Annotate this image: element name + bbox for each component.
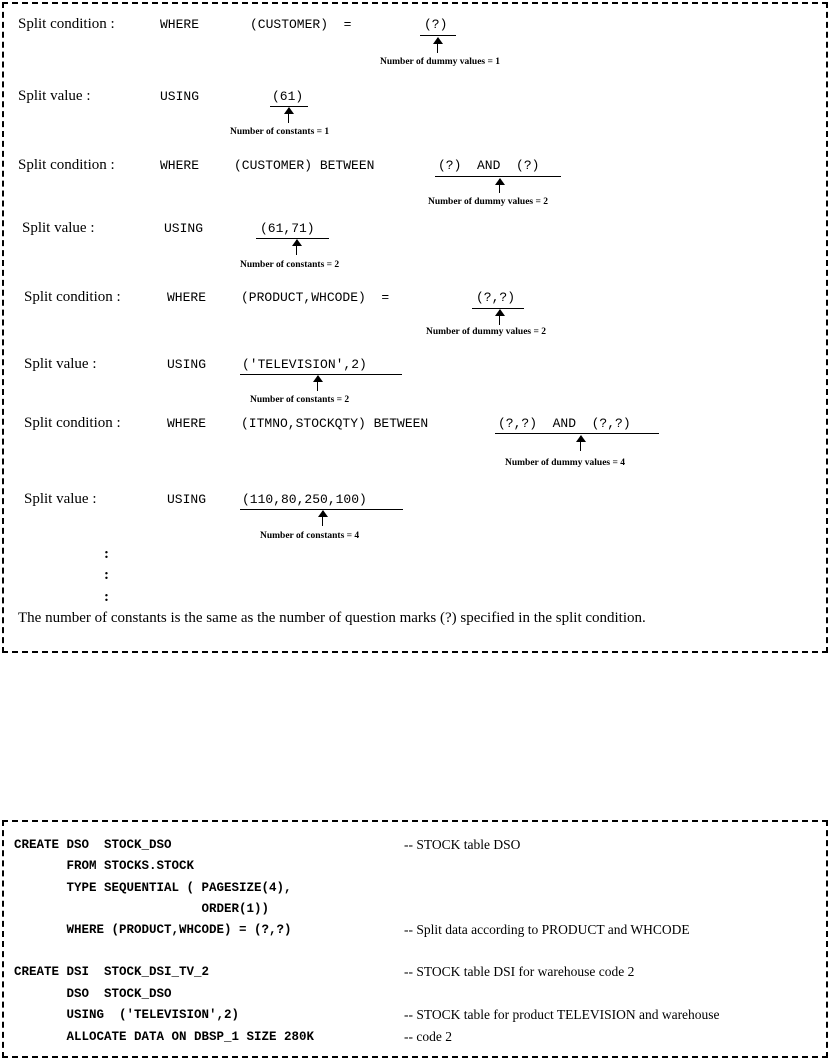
keyword-using: USING <box>160 89 200 104</box>
condition-expression: (PRODUCT,WHCODE) = <box>241 290 390 305</box>
constants-operand: (61) <box>272 89 304 104</box>
code-comment: -- STOCK table DSO <box>404 837 521 852</box>
up-arrow-icon <box>580 436 581 451</box>
code-line: CREATE DSO STOCK_DSO <box>14 838 172 852</box>
up-arrow-icon <box>499 179 500 193</box>
split-syntax-panel <box>2 2 828 653</box>
count-note: Number of constants = 1 <box>230 127 330 137</box>
up-arrow-icon <box>437 38 438 53</box>
keyword-where: WHERE <box>167 416 207 431</box>
code-line: ORDER(1)) <box>14 902 270 916</box>
label-split-condition: Split condition : <box>18 16 115 32</box>
keyword-using: USING <box>164 221 204 236</box>
code-comment: -- STOCK table for product TELEVISION and warehouse <box>404 1007 720 1022</box>
code-line: ALLOCATE DATA ON DBSP_1 SIZE 280K <box>14 1030 315 1044</box>
count-note: Number of constants = 4 <box>260 531 360 541</box>
up-arrow-icon <box>317 376 318 391</box>
count-note: Number of dummy values = 1 <box>380 57 501 67</box>
dummy-values-operand: (?) AND (?) <box>438 158 540 173</box>
code-comment: -- Split data according to PRODUCT and WHCODE <box>404 922 690 937</box>
count-note: Number of dummy values = 4 <box>505 458 626 468</box>
label-split-condition: Split condition : <box>24 415 121 431</box>
up-arrow-icon <box>288 108 289 123</box>
ellipsis-dot: : <box>104 567 109 583</box>
label-split-condition: Split condition : <box>18 157 115 173</box>
keyword-where: WHERE <box>167 290 207 305</box>
keyword-where: WHERE <box>160 158 200 173</box>
ellipsis-dot: : <box>104 589 109 605</box>
code-line: CREATE DSI STOCK_DSI_TV_2 <box>14 965 210 979</box>
dummy-values-operand: (?) <box>424 17 448 32</box>
keyword-where: WHERE <box>160 17 200 32</box>
code-line: WHERE (PRODUCT,WHCODE) = (?,?) <box>14 923 292 937</box>
code-line: TYPE SEQUENTIAL ( PAGESIZE(4), <box>14 881 292 895</box>
up-arrow-icon <box>296 240 297 255</box>
keyword-using: USING <box>167 492 207 507</box>
operand-underline <box>495 433 659 434</box>
code-comment: -- STOCK table DSI for warehouse code 2 <box>404 964 635 979</box>
code-line: DSO STOCK_DSO <box>14 987 172 1001</box>
up-arrow-icon <box>322 511 323 526</box>
constants-operand: ('TELEVISION',2) <box>242 357 367 372</box>
keyword-using: USING <box>167 357 207 372</box>
condition-expression: (ITMNO,STOCKQTY) BETWEEN <box>241 416 429 431</box>
constants-operand: (61,71) <box>260 221 315 236</box>
operand-underline <box>420 35 456 36</box>
code-line: FROM STOCKS.STOCK <box>14 859 195 873</box>
up-arrow-icon <box>499 310 500 325</box>
count-note: Number of constants = 2 <box>240 260 340 270</box>
label-split-value: Split value : <box>22 220 95 236</box>
footnote: The number of constants is the same as the number of question marks (?) specified in the split condition. <box>18 610 646 626</box>
code-comment: -- code 2 <box>404 1029 452 1044</box>
dummy-values-operand: (?,?) <box>476 290 516 305</box>
count-note: Number of constants = 2 <box>250 395 350 405</box>
code-line: USING ('TELEVISION',2) <box>14 1008 240 1022</box>
label-split-value: Split value : <box>24 356 97 372</box>
dummy-values-operand: (?,?) AND (?,?) <box>498 416 631 431</box>
constants-operand: (110,80,250,100) <box>242 492 367 507</box>
condition-expression: (CUSTOMER) BETWEEN <box>234 158 375 173</box>
label-split-condition: Split condition : <box>24 289 121 305</box>
count-note: Number of dummy values = 2 <box>428 197 549 207</box>
label-split-value: Split value : <box>18 88 91 104</box>
count-note: Number of dummy values = 2 <box>426 327 547 337</box>
operand-underline <box>435 176 561 177</box>
label-split-value: Split value : <box>24 491 97 507</box>
condition-expression: (CUSTOMER) = <box>250 17 352 32</box>
ellipsis-dot: : <box>104 546 109 562</box>
